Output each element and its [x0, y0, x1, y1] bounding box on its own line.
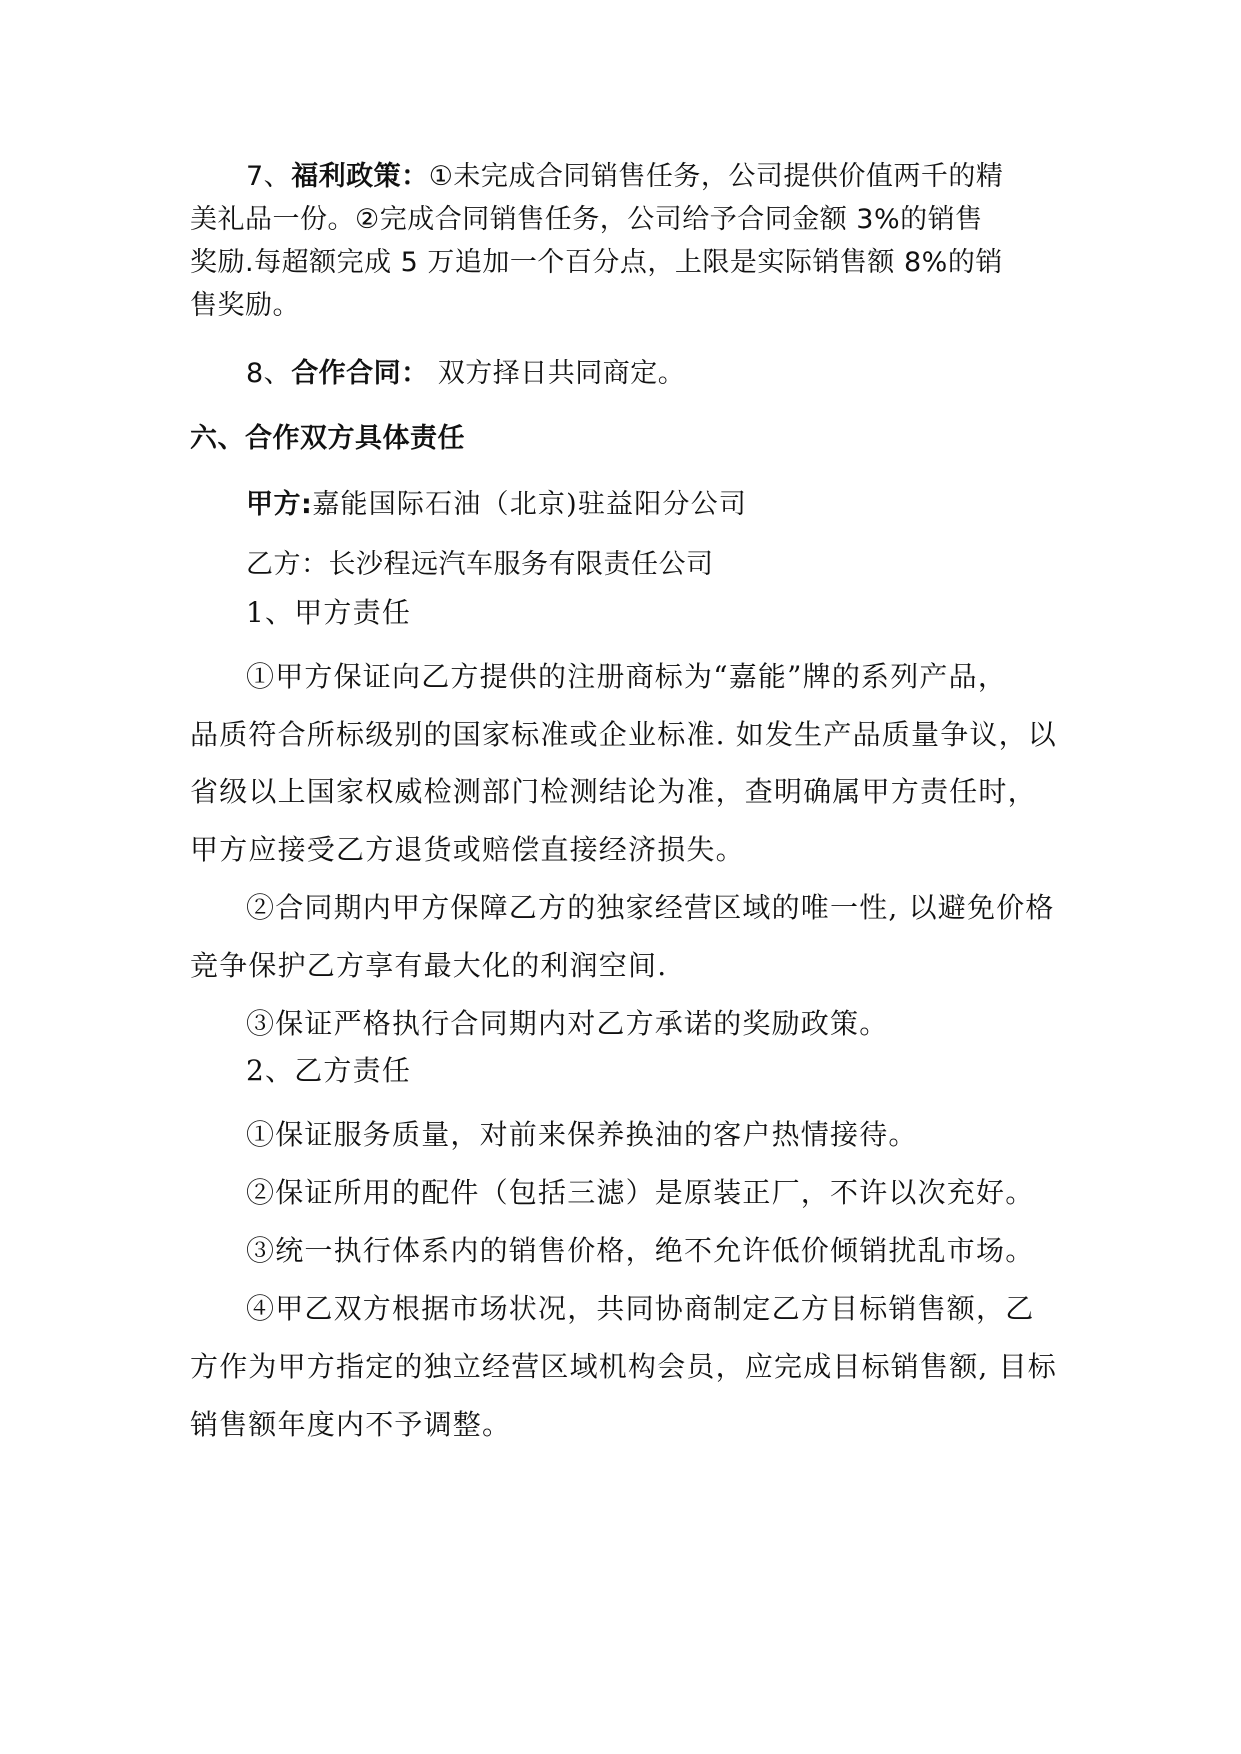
party-b-value: 长沙程远汽车服务有限责任公司: [328, 549, 714, 580]
resp-b-p4-line-2: 方作为甲方指定的独立经营区域机构会员，应完成目标销售额, 目标: [190, 1350, 1058, 1383]
resp-a-p1-line-4: 甲方应接受乙方退货或赔偿直接经济损失。: [190, 833, 745, 866]
welfare-label: 福利政策：: [291, 161, 429, 192]
welfare-line-3: 奖励.每超额完成 5 万追加一个百分点，上限是实际销售额 8%的销: [190, 247, 1003, 278]
resp-a-p1-line-3: 省级以上国家权威检测部门检测结论为准，查明确属甲方责任时，: [190, 775, 1037, 808]
contract-label: 合作合同：: [291, 358, 429, 389]
resp-b-p4-line-3: 销售额年度内不予调整。: [190, 1408, 512, 1441]
resp-b-p3: ③统一执行体系内的销售价格，绝不允许低价倾销扰乱市场。: [246, 1234, 1035, 1267]
resp-a-p3: ③保证严格执行合同期内对乙方承诺的奖励政策。: [246, 1007, 889, 1040]
party-b-label: 乙方：: [246, 549, 329, 580]
resp-b-p2: ②保证所用的配件（包括三滤）是原装正厂，不许以次充好。: [246, 1176, 1035, 1209]
responsibility-a-heading: 1、甲方责任: [246, 596, 412, 629]
party-a-value: 嘉能国际石油（北京)驻益阳分公司: [312, 489, 748, 520]
welfare-text-1: ①未完成合同销售任务，公司提供价值两千的精: [428, 161, 1004, 192]
contract-text: 双方择日共同商定。: [428, 358, 686, 389]
resp-b-p4-line-1: ④甲乙双方根据市场状况，共同协商制定乙方目标销售额，乙: [246, 1292, 1035, 1325]
welfare-number: 7、: [246, 161, 292, 192]
party-a-line: [246, 489, 747, 521]
contract-line: [246, 358, 685, 390]
welfare-line-2: 美礼品一份。②完成合同销售任务，公司给予合同金额 3%的销售: [190, 204, 983, 235]
contract-number: 8、: [246, 358, 292, 389]
resp-a-p1-line-1: ①甲方保证向乙方提供的注册商标为“嘉能”牌的系列产品，: [246, 660, 1008, 693]
party-a-label: 甲方:: [246, 489, 313, 520]
resp-a-p2-line-2: 竞争保护乙方享有最大化的利润空间.: [190, 949, 668, 982]
responsibility-b-heading: 2、乙方责任: [246, 1054, 412, 1087]
welfare-line-1: [246, 161, 1003, 193]
section-6-heading: 六、合作双方具体责任: [190, 423, 465, 454]
resp-a-p1-line-2: 品质符合所标级别的国家标准或企业标准. 如发生产品质量争议，以: [190, 718, 1058, 751]
welfare-line-4: 售奖励。: [190, 290, 300, 321]
resp-b-p1: ①保证服务质量，对前来保养换油的客户热情接待。: [246, 1118, 918, 1151]
party-b-line: [246, 549, 714, 581]
resp-a-p2-line-1: ②合同期内甲方保障乙方的独家经营区域的唯一性, 以避免价格: [246, 891, 1055, 924]
